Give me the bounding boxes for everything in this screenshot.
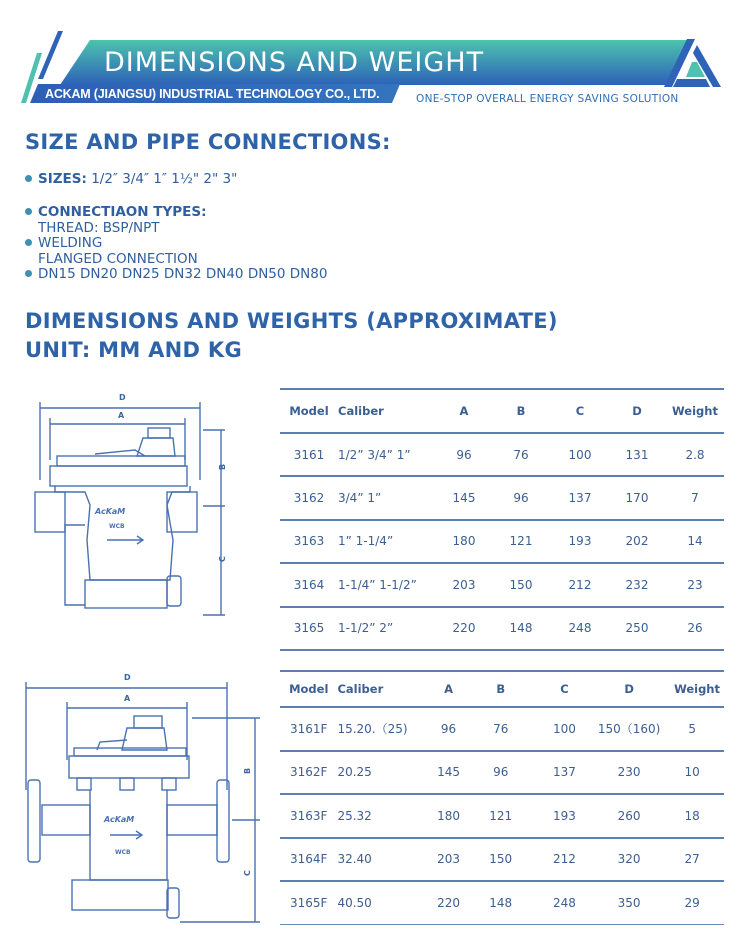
col-d: D	[598, 671, 661, 707]
col-d: D	[608, 389, 666, 433]
cell-b: 96	[470, 751, 531, 795]
sizes-label: SIZES:	[38, 171, 87, 187]
sizes-value: 1/2″ 3/4″ 1″ 1½" 2" 3"	[91, 171, 238, 187]
cell-a: 145	[427, 751, 470, 795]
svg-text:D: D	[124, 673, 131, 682]
cell-d: 250	[608, 607, 666, 650]
cell-model: 3161F	[280, 707, 337, 751]
connection-types-label: CONNECTIAON TYPES:	[38, 204, 207, 220]
cell-weight: 7	[666, 476, 724, 519]
cell-caliber: 32.40	[337, 838, 426, 882]
cell-a: 180	[438, 520, 490, 563]
cell-model: 3163F	[280, 794, 337, 838]
svg-text:B: B	[218, 463, 227, 470]
cell-b: 96	[490, 476, 552, 519]
bullet-icon	[25, 208, 32, 215]
bullet-icon	[25, 239, 32, 246]
cell-weight: 29	[660, 881, 724, 925]
table-row	[280, 794, 724, 838]
cell-c: 248	[552, 607, 608, 650]
cell-d: 260	[598, 794, 661, 838]
cell-weight: 2.8	[666, 433, 724, 476]
flanged-trap-drawing	[12, 670, 262, 935]
welding-text: WELDING	[38, 235, 103, 251]
cell-weight: 26	[666, 607, 724, 650]
svg-text:C: C	[243, 870, 252, 876]
col-b: B	[470, 671, 531, 707]
col-weight: Weight	[660, 671, 724, 707]
cell-a: 220	[427, 881, 470, 925]
cell-a: 96	[427, 707, 470, 751]
cell-d: 232	[608, 563, 666, 606]
cell-caliber: 1” 1-1/4”	[338, 520, 438, 563]
cell-caliber: 20.25	[337, 751, 426, 795]
cell-b: 150	[470, 838, 531, 882]
cell-c: 212	[552, 563, 608, 606]
cell-model: 3162	[280, 476, 338, 519]
svg-text:C: C	[218, 556, 227, 562]
cell-d: 350	[598, 881, 661, 925]
flanged-text: FLANGED CONNECTION	[38, 250, 198, 267]
cell-d: 131	[608, 433, 666, 476]
cell-weight: 27	[660, 838, 724, 882]
table-row	[280, 520, 724, 563]
table-header-row	[280, 671, 724, 707]
cell-model: 3163	[280, 520, 338, 563]
welding-item	[25, 236, 327, 252]
cell-b: 121	[470, 794, 531, 838]
cell-b: 150	[490, 563, 552, 606]
col-model: Model	[280, 389, 338, 433]
col-caliber: Caliber	[338, 389, 438, 433]
table-row	[280, 707, 724, 751]
cell-caliber: 40.50	[337, 881, 426, 925]
threaded-dimensions-table	[280, 388, 724, 651]
cell-d: 150（160)	[598, 707, 661, 751]
cell-b: 76	[470, 707, 531, 751]
col-caliber: Caliber	[337, 671, 426, 707]
cell-c: 248	[531, 881, 598, 925]
connection-types-item	[25, 205, 327, 221]
cell-model: 3161	[280, 433, 338, 476]
table-row	[280, 751, 724, 795]
bullet-icon	[25, 175, 32, 182]
table-row	[280, 607, 724, 650]
col-a: A	[427, 671, 470, 707]
sizes-list	[25, 172, 237, 188]
cell-model: 3162F	[280, 751, 337, 795]
col-c: C	[552, 389, 608, 433]
table-row	[280, 476, 724, 519]
dn-sizes-item	[25, 267, 327, 283]
thread-item	[25, 221, 327, 237]
cell-b: 121	[490, 520, 552, 563]
table-row	[280, 881, 724, 925]
steam-trap-flanged-icon	[12, 670, 262, 935]
bullet-icon	[25, 270, 32, 277]
cell-caliber: 25.32	[337, 794, 426, 838]
flanged-dimensions-table	[280, 670, 724, 925]
svg-text:WCB: WCB	[115, 849, 131, 856]
cell-model: 3164F	[280, 838, 337, 882]
cell-d: 320	[598, 838, 661, 882]
svg-text:B: B	[243, 767, 252, 774]
flanged-item	[25, 252, 327, 268]
table-row	[280, 433, 724, 476]
cell-d: 202	[608, 520, 666, 563]
col-weight: Weight	[666, 389, 724, 433]
banner-title: DIMENSIONS AND WEIGHT	[104, 47, 485, 78]
cell-c: 193	[531, 794, 598, 838]
cell-d: 170	[608, 476, 666, 519]
svg-text:A: A	[124, 694, 131, 703]
svg-text:D: D	[119, 393, 126, 402]
cell-b: 76	[490, 433, 552, 476]
table-row	[280, 563, 724, 606]
company-name: ACKAM (JIANGSU) INDUSTRIAL TECHNOLOGY CO., LTD.	[45, 87, 380, 101]
table-row	[280, 838, 724, 882]
threaded-trap-drawing	[25, 390, 240, 620]
table-header-row	[280, 389, 724, 433]
section-heading-size-connections: SIZE AND PIPE CONNECTIONS:	[25, 130, 391, 154]
cell-caliber: 1/2” 3/4” 1”	[338, 433, 438, 476]
cell-model: 3165F	[280, 881, 337, 925]
cell-model: 3165	[280, 607, 338, 650]
svg-text:AcKaM: AcKaM	[95, 507, 126, 516]
cell-model: 3164	[280, 563, 338, 606]
cell-caliber: 1-1/4” 1-1/2”	[338, 563, 438, 606]
cell-c: 212	[531, 838, 598, 882]
ackam-a-logo-icon	[663, 39, 731, 89]
cell-a: 145	[438, 476, 490, 519]
steam-trap-threaded-icon	[25, 390, 240, 620]
connection-types-list	[25, 205, 327, 283]
cell-weight: 23	[666, 563, 724, 606]
dn-sizes-text: DN15 DN20 DN25 DN32 DN40 DN50 DN80	[38, 266, 328, 282]
company-slogan: ONE-STOP OVERALL ENERGY SAVING SOLUTION	[416, 93, 679, 105]
cell-caliber: 1-1/2” 2”	[338, 607, 438, 650]
cell-b: 148	[470, 881, 531, 925]
col-b: B	[490, 389, 552, 433]
cell-weight: 5	[660, 707, 724, 751]
section-heading-dimensions: DIMENSIONS AND WEIGHTS (APPROXIMATE)	[25, 309, 558, 333]
cell-weight: 14	[666, 520, 724, 563]
cell-caliber: 15.20.（25)	[337, 707, 426, 751]
cell-c: 100	[531, 707, 598, 751]
cell-weight: 10	[660, 751, 724, 795]
header-banner	[0, 0, 750, 115]
svg-text:AcKaM: AcKaM	[104, 815, 135, 824]
cell-caliber: 3/4” 1”	[338, 476, 438, 519]
sizes-item	[25, 172, 237, 188]
cell-a: 203	[427, 838, 470, 882]
cell-a: 220	[438, 607, 490, 650]
cell-a: 96	[438, 433, 490, 476]
cell-weight: 18	[660, 794, 724, 838]
section-heading-units: UNIT: MM AND KG	[25, 338, 243, 362]
cell-c: 137	[552, 476, 608, 519]
cell-b: 148	[490, 607, 552, 650]
cell-a: 180	[427, 794, 470, 838]
col-model: Model	[280, 671, 337, 707]
col-a: A	[438, 389, 490, 433]
cell-c: 137	[531, 751, 598, 795]
col-c: C	[531, 671, 598, 707]
svg-text:A: A	[118, 411, 125, 420]
thread-text: THREAD: BSP/NPT	[38, 219, 160, 236]
cell-a: 203	[438, 563, 490, 606]
cell-c: 100	[552, 433, 608, 476]
cell-d: 230	[598, 751, 661, 795]
svg-text:WCB: WCB	[109, 523, 125, 530]
cell-c: 193	[552, 520, 608, 563]
